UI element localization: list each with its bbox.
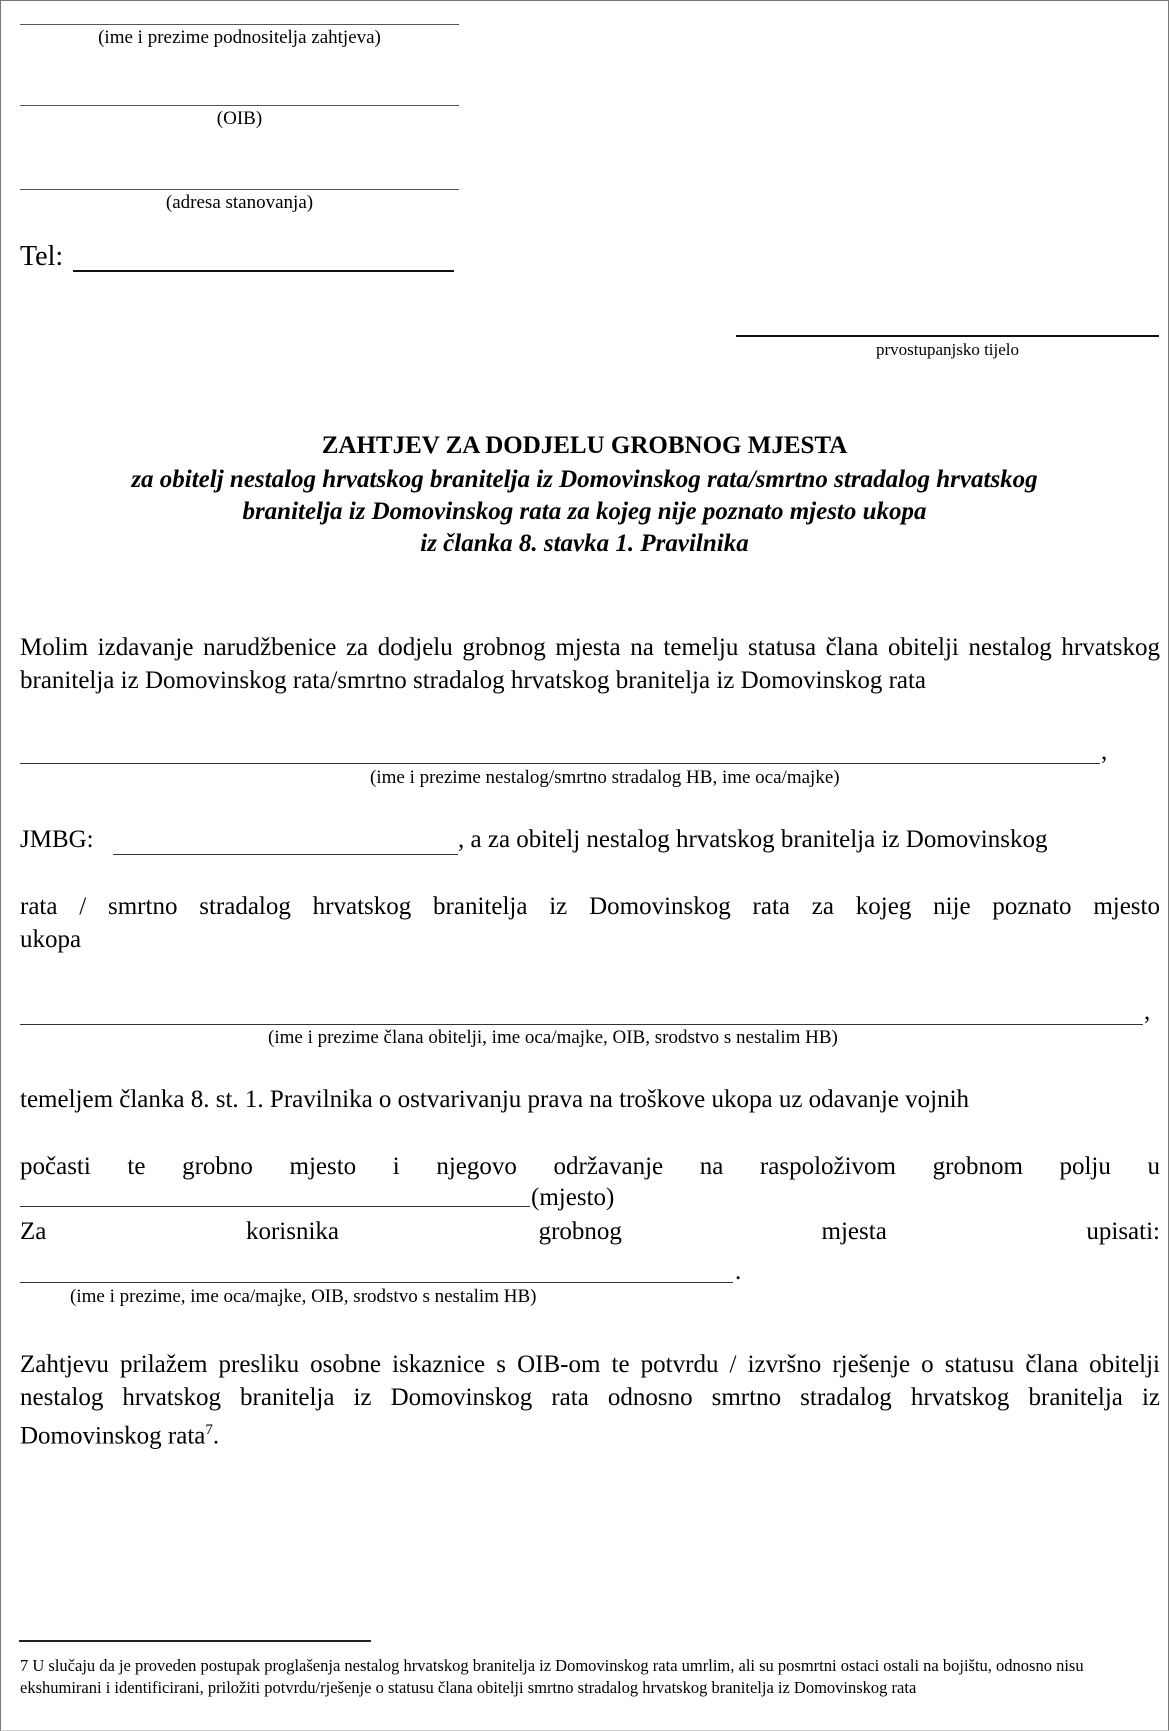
attachment-text: Zahtjevu prilažem presliku osobne iskaznice s OIB-om te potvrdu / izvršno rješenje o statusu člana obitelji nestalog hrvatskog branitelja iz Domovinskog rata odnosno smrtno stradalog hrvatskog branitelja iz Domovinskog rata [20,1351,1160,1450]
grave-user-label: (ime i prezime, ime oca/majke, OIB, srodstvo s nestalim HB) [70,1286,537,1307]
applicant-name-line[interactable] [20,24,459,25]
footnote-separator [19,1640,371,1642]
period: . [212,1422,220,1450]
za-korisnika-line: Za korisnika grobnog mjesta upisati: [20,1218,1160,1245]
address-line[interactable] [20,189,459,190]
form-subtitle-1: za obitelj nestalog hrvatskog branitelja iz Domovinskog rata/smrtno stradalog hrvatskog [131,466,1038,493]
family-member-line[interactable] [20,1024,1143,1025]
period: . [735,1258,742,1285]
pocasti-line: počasti te grobno mjesto i njegovo održavanje na raspoloživom grobnom polju u [20,1153,1160,1180]
jmbg-continuation: , a za obitelj nestalog hrvatskog branitelja iz Domovinskog [458,826,1048,853]
applicant-name-label: (ime i prezime podnositelja zahtjeva) [98,27,381,48]
missing-person-label: (ime i prezime nestalog/smrtno stradalog HB, ime oca/majke) [370,767,840,788]
form-subtitle-3: iz članka 8. stavka 1. Pravilnika [420,530,749,557]
jmbg-label: JMBG: [20,826,94,853]
ukopa-text: ukopa [20,926,82,953]
grave-user-line[interactable] [20,1282,733,1283]
rata-line: rata / smrtno stradalog hrvatskog branitelja iz Domovinskog rata za kojeg nije poznato mjesto [20,893,1160,920]
comma: , [1144,998,1151,1025]
oib-line[interactable] [20,105,459,106]
comma: , [1101,738,1108,765]
form-title: ZAHTJEV ZA DODJELU GROBNOG MJESTA [321,432,848,459]
oib-label: (OIB) [216,108,263,129]
footnote-text: 7 U slučaju da je proveden postupak proglašenja nestalog hrvatskog branitelja iz Domovinskog rata umrlim, ali su posmrtni ostaci ostali na bojištu, odnosno nisu ekshumirani i identificirani, priložiti potvrdu/rješenje o statusu člana obitelji smrtno stradalog hrvatskog branitelja iz Domovinskog rata [20,1656,1084,1697]
footnote-ref: 7 [205,1422,213,1438]
place-line[interactable] [20,1206,530,1207]
jmbg-line[interactable] [113,854,458,855]
authority-line[interactable] [736,335,1159,337]
tel-line[interactable] [73,270,454,272]
attachment-paragraph [20,1348,1160,1452]
tel-label: Tel: [20,241,64,272]
address-label: (adresa stanovanja) [165,192,314,213]
mjesto-label: (mjesto) [531,1184,615,1211]
temeljem-line: temeljem članka 8. st. 1. Pravilnika o ostvarivanju prava na troškove ukopa uz odavanje vojnih [20,1086,970,1113]
authority-label: prvostupanjsko tijelo [875,340,1020,359]
family-member-label: (ime i prezime člana obitelji, ime oca/majke, OIB, srodstvo s nestalim HB) [268,1027,838,1048]
missing-person-line[interactable] [20,763,1100,764]
form-subtitle-2: branitelja iz Domovinskog rata za kojeg nije poznato mjesto ukopa [242,498,927,525]
intro-paragraph: Molim izdavanje narudžbenice za dodjelu grobnog mjesta na temelju statusa člana obitelji nestalog hrvatskog branitelja iz Domovinskog rata/smrtno stradalog hrvatskog branitelja iz Domovinskog rata [20,634,1160,694]
